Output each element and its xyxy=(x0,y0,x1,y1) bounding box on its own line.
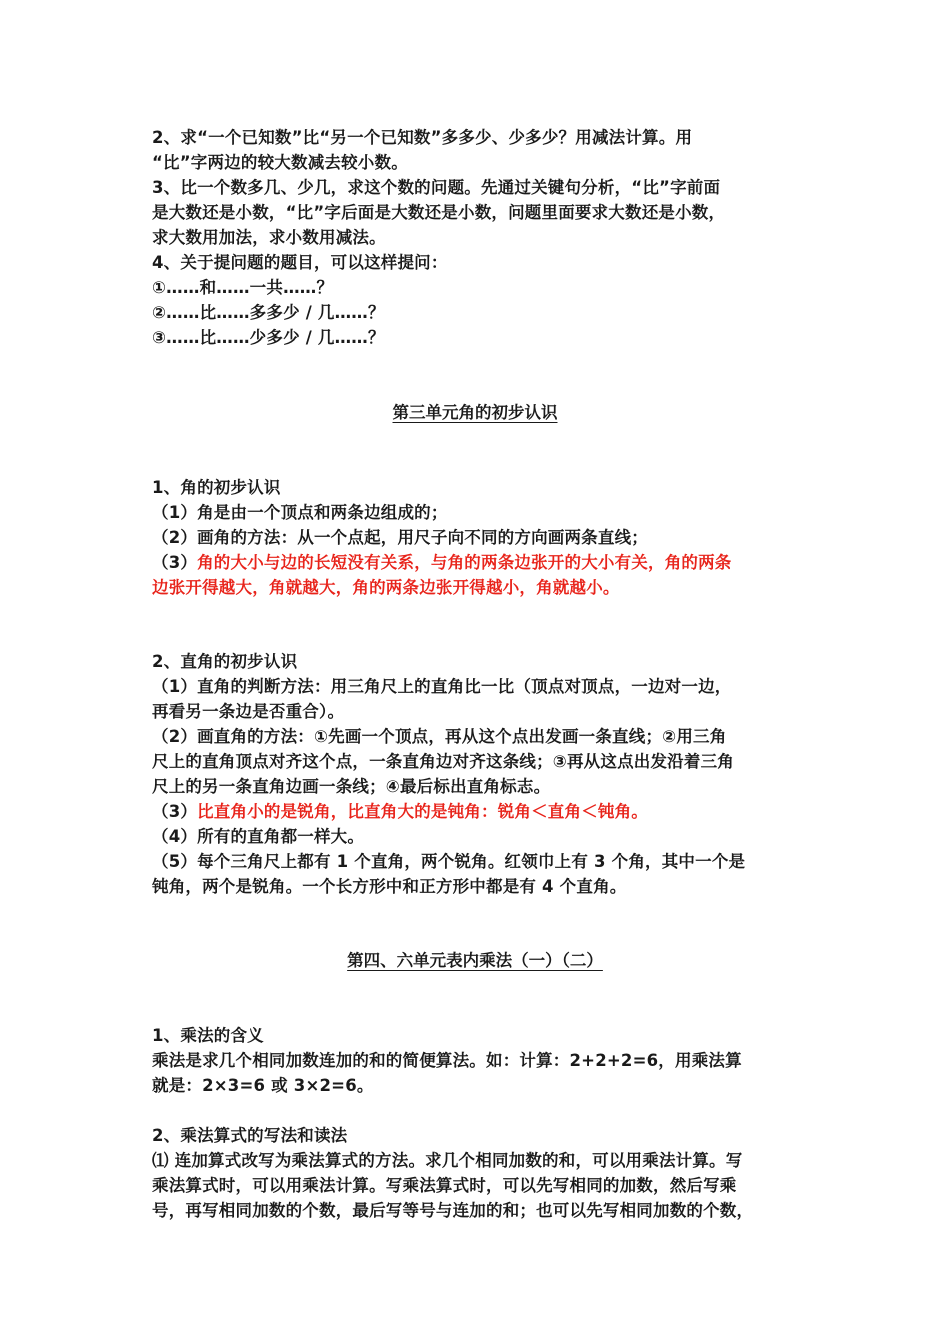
section-title: 第三单元角的初步认识 xyxy=(392,403,558,422)
paragraph-line: 4、关于提问题的题目，可以这样提问： xyxy=(152,253,448,272)
list-item: ③……比……少多少 / 几……？ xyxy=(152,328,385,347)
paragraph-line: 尺上的另一条直角边画一条线；④最后标出直角标志。 xyxy=(152,777,551,796)
paragraph-line: （3）比直角小的是锐角，比直角大的是钝角：锐角＜直角＜钝角。 xyxy=(152,802,648,821)
paragraph-line: （2）画直角的方法：①先画一个顶点，再从这个点出发画一条直线；②用三角 xyxy=(152,727,727,746)
list-item: ①……和……一共……？ xyxy=(152,278,334,297)
paragraph-line: 3、比一个数多几、少几，求这个数的问题。先通过关键句分析，“比”字前面 xyxy=(152,178,721,197)
subsection-title: 1、乘法的含义 xyxy=(152,1026,264,1045)
paragraph-line: 求大数用加法，求小数用减法。 xyxy=(152,228,386,247)
paragraph-line: （5）每个三角尺上都有 1 个直角，两个锐角。红领巾上有 3 个角，其中一个是 xyxy=(152,852,746,871)
subsection-title: 1、角的初步认识 xyxy=(152,478,281,497)
paragraph-line: 号，再写相同加数的个数，最后写等号与连加的和；也可以先写相同加数的个数， xyxy=(152,1201,754,1220)
subsection-title: 2、直角的初步认识 xyxy=(152,652,298,671)
paragraph-line: 尺上的直角顶点对齐这个点，一条直角边对齐这条线；③再从这点出发沿着三角 xyxy=(152,752,734,771)
paragraph-line: （1）直角的判断方法：用三角尺上的直角比一比（顶点对顶点，一边对一边， xyxy=(152,677,732,696)
section-title: 第四、六单元表内乘法（一）（二） xyxy=(347,951,603,970)
paragraph-line: 钝角，两个是锐角。一个长方形中和正方形中都是有 4 个直角。 xyxy=(152,877,627,896)
highlight-text: 角的大小与边的长短没有关系，与角的两条边张开的大小有关，角的两条 xyxy=(197,553,732,572)
paragraph-line: （2）画角的方法：从一个点起，用尺子向不同的方向画两条直线； xyxy=(152,528,648,547)
paragraph-line: 乘法算式时，可以用乘法计算。写乘法算式时，可以先写相同的加数，然后写乘 xyxy=(152,1176,737,1195)
paragraph-line: 乘法是求几个相同加数连加的和的简便算法。如：计算：2+2+2=6，用乘法算 xyxy=(152,1051,742,1070)
paragraph-line: 是大数还是小数，“比”字后面是大数还是小数，问题里面要求大数还是小数， xyxy=(152,203,726,222)
paragraph-line: ⑴ 连加算式改写为乘法算式的方法。求几个相同加数的和，可以用乘法计算。写 xyxy=(152,1151,743,1170)
paragraph-line: （1）角是由一个顶点和两条边组成的； xyxy=(152,503,448,522)
highlight-text: 边张开得越大，角就越大，角的两条边张开得越小，角就越小。 xyxy=(152,578,620,597)
paragraph-line: （3）角的大小与边的长短没有关系，与角的两条边张开的大小有关，角的两条 xyxy=(152,553,732,572)
paragraph-line: “比”字两边的较大数减去较小数。 xyxy=(152,153,408,172)
paragraph-line: 2、求“一个已知数”比“另一个已知数”多多少、少多少？用减法计算。用 xyxy=(152,128,693,147)
subsection-title: 2、乘法算式的写法和读法 xyxy=(152,1126,348,1145)
list-item: ②……比……多多少 / 几……？ xyxy=(152,303,385,322)
paragraph-line: （4）所有的直角都一样大。 xyxy=(152,827,365,846)
highlight-text: 比直角小的是锐角，比直角大的是钝角：锐角＜直角＜钝角。 xyxy=(197,802,648,821)
paragraph-line: 就是：2×3=6 或 3×2=6。 xyxy=(152,1076,374,1095)
paragraph-line: 再看另一条边是否重合）。 xyxy=(152,702,345,721)
